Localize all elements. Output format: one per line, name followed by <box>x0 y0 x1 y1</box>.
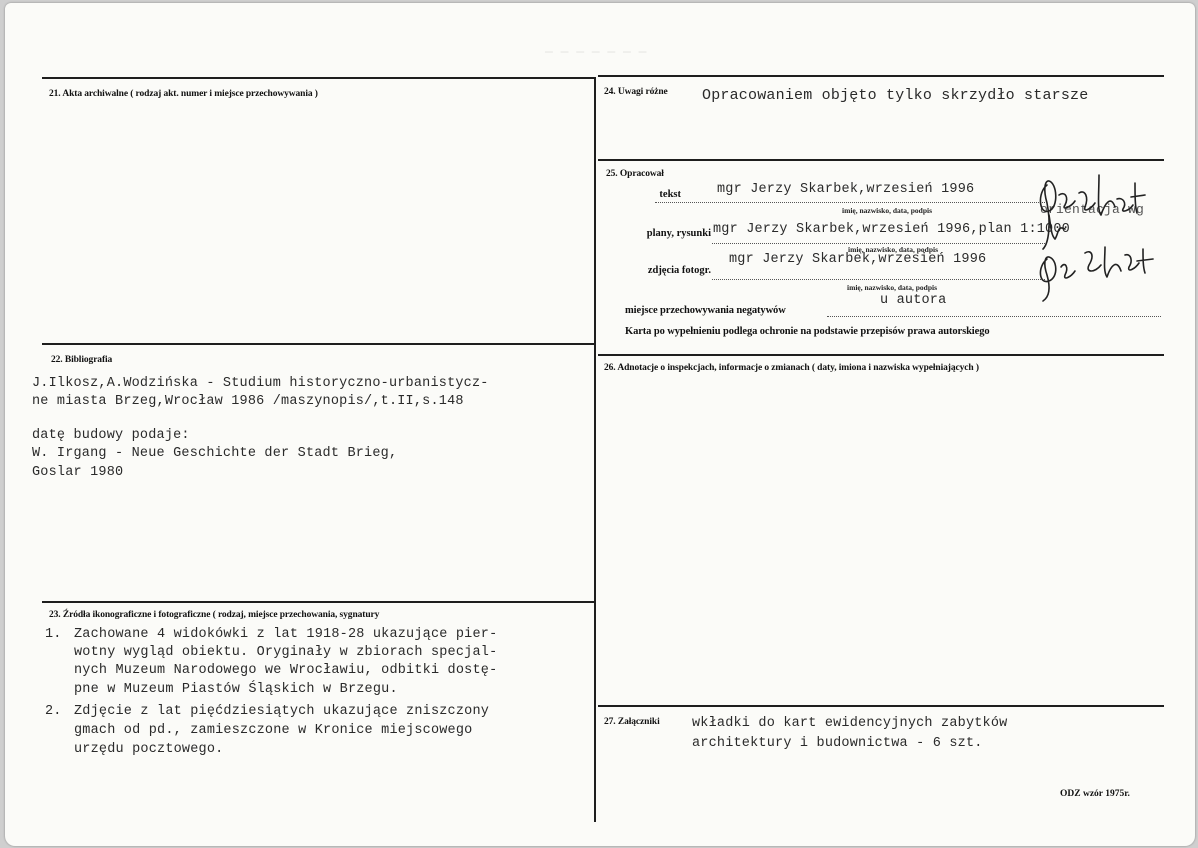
author-signature <box>1035 163 1167 303</box>
rule-above-25 <box>598 159 1164 161</box>
source-2-line-2: gmach od pd., zamieszczone w Kronice miejscowego <box>74 723 473 738</box>
section-25-row-zdjecia-value: mgr Jerzy Skarbek,wrzesień 1996 <box>729 252 987 267</box>
section-25-row-tekst-dots <box>655 202 1045 203</box>
attachments-line-1: wkładki do kart ewidencyjnych zabytków <box>692 716 1008 731</box>
section-25-row-zdjecia-label: zdjęcia fotogr. <box>647 265 711 276</box>
source-1-number: 1. <box>45 627 62 642</box>
section-24-label: 24. Uwagi różne <box>604 87 668 97</box>
bibliography-line-4: W. Irgang - Neue Geschichte der Stadt Brieg, <box>32 446 398 461</box>
section-25-row-tekst-value: mgr Jerzy Skarbek,wrzesień 1996 <box>717 182 975 197</box>
source-2-line-3: urzędu pocztowego. <box>74 742 224 757</box>
section-25-copyright-note: Karta po wypełnieniu podlega ochronie na podstawie przepisów prawa autorskiego <box>625 326 990 337</box>
rule-above-26 <box>598 354 1164 356</box>
section-25-row-plany-value: mgr Jerzy Skarbek,wrzesień 1996,plan 1:1000 <box>713 222 1070 237</box>
show-through-text: ─ ─ ─ ─ ─ ─ ─ <box>545 45 647 60</box>
section-25-label: 25. Opracował <box>606 169 664 179</box>
attachments-line-2: architektury i budownictwa - 6 szt. <box>692 736 983 751</box>
section-22-label: 22. Bibliografia <box>51 355 113 365</box>
top-rule-right <box>598 75 1164 77</box>
section-25-row-plany-label: plany, rysunki <box>646 228 711 239</box>
bibliography-line-1: J.Ilkosz,A.Wodzińska - Studium historyczno-urbanistycz- <box>32 376 489 391</box>
section-25-row-tekst-hint: imię, nazwisko, data, podpis <box>842 206 933 215</box>
section-21-label: 21. Akta archiwalne ( rodzaj akt. numer i miejsce przechowywania ) <box>49 89 318 99</box>
rule-above-22 <box>42 343 595 345</box>
section-25-side-note: orientacja wg <box>1040 202 1145 217</box>
section-23-label: 23. Źródła ikonograficzne i fotograficzne ( rodzaj, miejsce przechowania, sygnatury <box>49 610 380 620</box>
section-26-label: 26. Adnotacje o inspekcjach, informacje o zmianach ( daty, imiona i nazwiska wypełniających ) <box>604 363 979 373</box>
rule-above-23 <box>42 601 595 603</box>
record-card <box>5 3 1195 846</box>
section-25-row-zdjecia-dots <box>712 279 1045 280</box>
source-2-line-1: Zdjęcie z lat pięćdziesiątych ukazujące zniszczony <box>74 704 490 719</box>
form-id: ODZ wzór 1975r. <box>1060 789 1130 799</box>
section-25-row-plany-dots <box>712 243 1045 244</box>
section-25-negatives-dots <box>827 316 1161 317</box>
bibliography-line-3: datę budowy podaje: <box>32 428 190 443</box>
section-24-value: Opracowaniem objęto tylko skrzydło starsze <box>702 87 1089 104</box>
top-rule-left <box>42 77 595 79</box>
section-25-negatives-label: miejsce przechowywania negatywów <box>625 305 786 316</box>
bibliography-line-5: Goslar 1980 <box>32 465 124 480</box>
source-2-number: 2. <box>45 704 62 719</box>
source-1-line-4: pne w Muzeum Piastów Śląskich w Brzegu. <box>74 682 398 697</box>
bibliography-line-2: ne miasta Brzeg,Wrocław 1986 /maszynopis/,t.II,s.148 <box>32 394 464 409</box>
rule-above-27 <box>598 705 1164 707</box>
section-25-row-plany-hint: imię, nazwisko, data, podpis <box>848 245 939 254</box>
section-25-row-zdjecia-hint: imię, nazwisko, data, podpis <box>847 283 938 292</box>
source-1-line-2: wotny wygląd obiektu. Oryginały w zbiorach specjal- <box>74 645 498 660</box>
source-1-line-3: nych Muzeum Narodowego we Wrocławiu, odbitki dostę- <box>74 663 498 678</box>
section-25-negatives-value: u autora <box>880 293 947 308</box>
section-27-label: 27. Załączniki <box>604 717 660 727</box>
section-25-row-tekst-label: tekst <box>659 189 681 200</box>
source-1-line-1: Zachowane 4 widokówki z lat 1918-28 ukazujące pier- <box>74 627 498 642</box>
